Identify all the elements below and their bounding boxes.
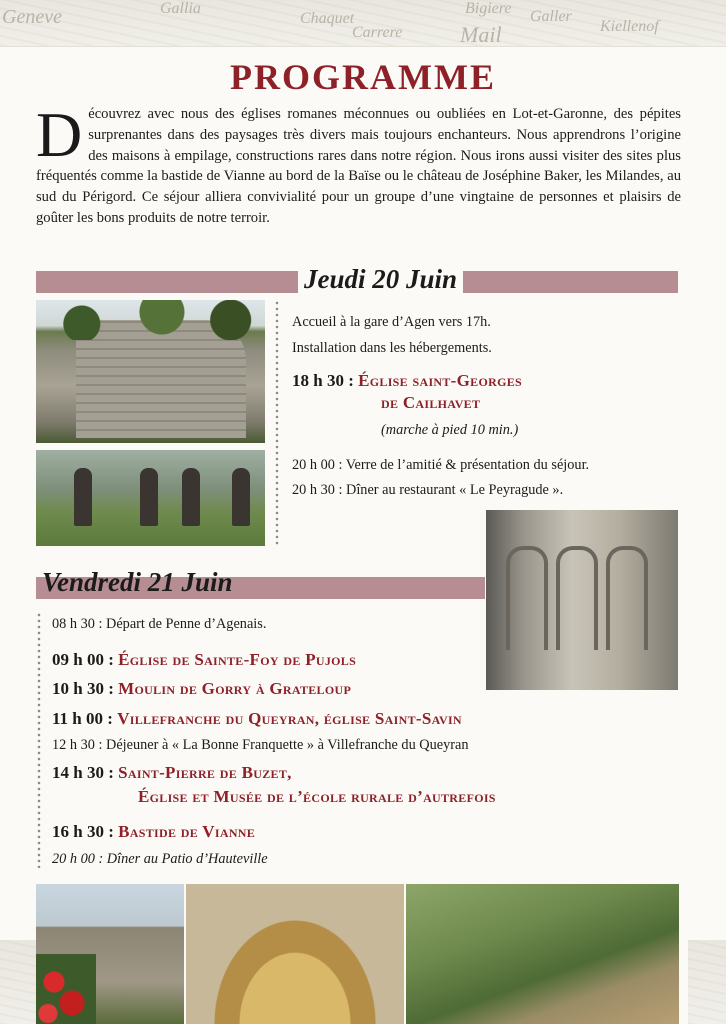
map-label: Geneve <box>2 6 62 28</box>
tower-photo <box>36 884 184 1024</box>
schedule-time: 10 h 30 : <box>52 679 114 698</box>
schedule-time: 11 h 00 : <box>52 709 113 728</box>
schedule-line: 20 h 30 : Dîner au restaurant « Le Peyragude ». <box>292 482 564 498</box>
schedule-main-item-cont <box>381 393 480 413</box>
schedule-main-item <box>292 371 522 391</box>
map-label: Chaquet <box>300 10 355 27</box>
schedule-main-item <box>52 763 292 783</box>
dotted-divider <box>36 612 42 868</box>
page-title: PROGRAMME <box>230 57 496 97</box>
schedule-line: 20 h 00 : Verre de l’amitié & présentation du séjour. <box>292 457 590 473</box>
schedule-line: Accueil à la gare d’Agen vers 17h. <box>292 314 491 330</box>
schedule-time: 14 h 30 : <box>52 763 114 782</box>
schedule-note: (marche à pied 10 min.) <box>381 422 519 438</box>
intro-text: écouvrez avec nous des églises romanes méconnues ou oubliées en Lot-et-Garonne, des pépites surprenantes dans des paysages très divers mais toujours enchanteurs. Nous apprendrons l’origine des maisons à empilage, constructions rares dans notre région. Nous irons aussi visiter des sites plus fréquentés comme la bastide de Vianne au bord de la Baïse ou le château de Joséphine Baker, les Milandes, au sud du Périgord. Ce séjour alliera convivialité pour un groupe d’une vingtaine de personnes et plaisirs de goûter les bons produits de notre terroir. <box>36 106 681 226</box>
schedule-label: Bastide de Vianne <box>118 822 256 841</box>
map-border-left <box>0 940 38 1024</box>
schedule-line: Installation dans les hébergements. <box>292 340 492 356</box>
day-title: Vendredi 21 Juin <box>42 567 233 597</box>
schedule-main-item <box>52 679 351 699</box>
schedule-main-item <box>52 650 356 670</box>
schedule-label: Saint-Pierre de Buzet, <box>118 763 292 782</box>
portal-photo <box>186 884 404 1024</box>
schedule-label: Moulin de Gorry à Grateloup <box>118 679 352 698</box>
schedule-line: 08 h 30 : Départ de Penne d’Agenais. <box>52 616 267 632</box>
map-label: Carrere <box>352 24 403 41</box>
schedule-time: 18 h 30 : <box>292 371 354 390</box>
schedule-line: 12 h 30 : Déjeuner à « La Bonne Franquette » à Villefranche du Queyran <box>52 737 469 753</box>
volunteers-photo <box>36 450 265 546</box>
schedule-main-item-cont <box>138 787 496 807</box>
schedule-main-item <box>52 709 462 729</box>
schedule-label: Église de Sainte-Foy de Pujols <box>118 650 357 669</box>
schedule-main-item <box>52 822 255 842</box>
church-photo <box>36 300 265 443</box>
schedule-time: 16 h 30 : <box>52 822 114 841</box>
map-border-top <box>0 0 726 47</box>
intro-paragraph <box>36 99 681 229</box>
schedule-label: de Cailhavet <box>381 393 481 412</box>
schedule-line: 20 h 00 : Dîner au Patio d’Hauteville <box>52 851 268 867</box>
schedule-label: Église saint-Georges <box>358 371 522 390</box>
schedule-label: Villefranche du Queyran, église Saint-Savin <box>117 709 462 728</box>
dotted-divider <box>274 300 280 546</box>
map-label: Gallia <box>160 0 201 17</box>
day-title: Jeudi 20 Juin <box>298 264 463 295</box>
aerial-village-photo <box>406 884 679 1024</box>
map-label: Galler <box>530 8 572 25</box>
map-label: Kiellenof <box>600 18 659 35</box>
schedule-label: Église et Musée de l’école rurale d’autrefois <box>138 787 496 806</box>
map-border-right <box>688 940 726 1024</box>
schedule-time: 09 h 00 : <box>52 650 114 669</box>
map-label: Bigiere <box>465 0 512 17</box>
map-label: Mail <box>460 22 502 47</box>
drop-cap: D <box>36 99 83 170</box>
apse-photo <box>486 510 678 690</box>
